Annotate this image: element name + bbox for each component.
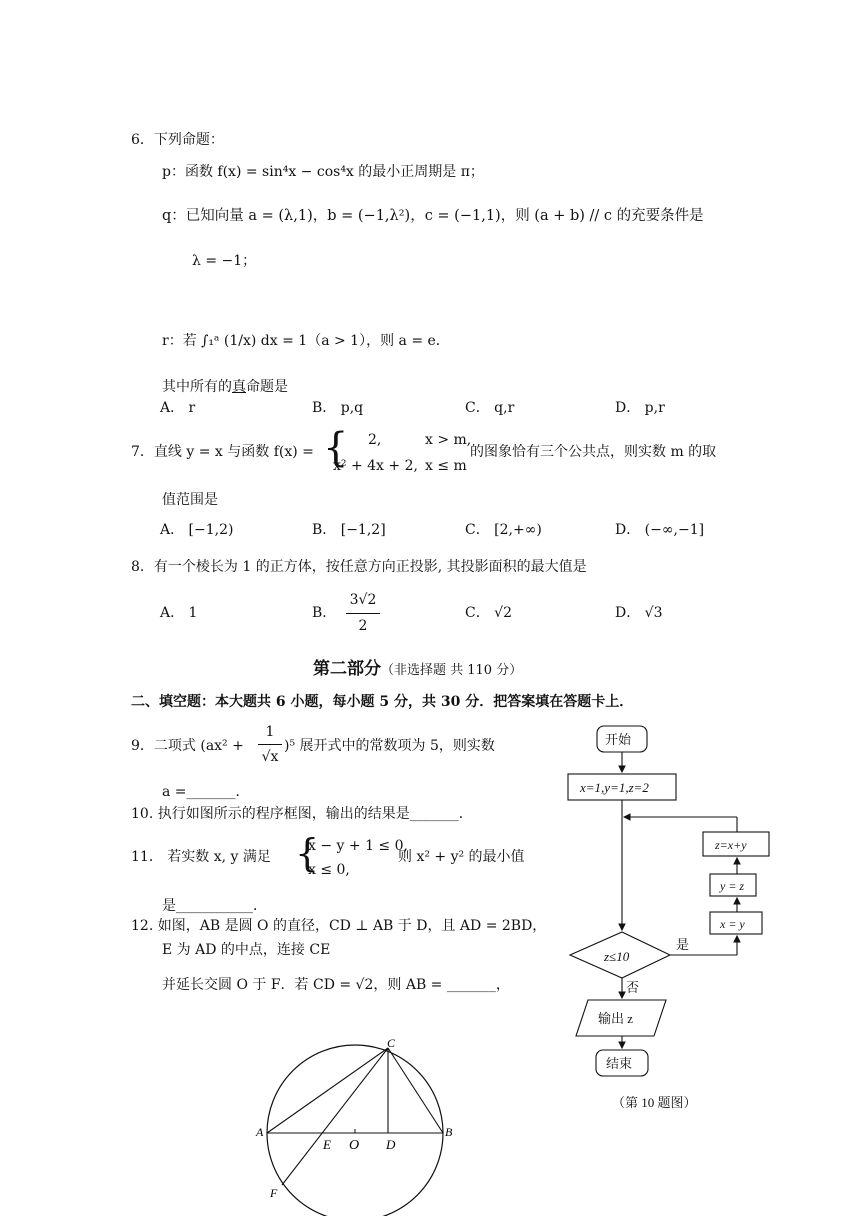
flowchart-figure bbox=[560, 720, 780, 1120]
q7-line1-post: 的图象恰有三个公共点，则实数 m 的取 bbox=[470, 444, 717, 460]
q8-option-c: C． √2 bbox=[465, 605, 512, 621]
q11-post: 则 x² + y² 的最小值 bbox=[398, 849, 525, 865]
q9-fraction-bar bbox=[258, 744, 282, 745]
flow-start-label: 开始 bbox=[605, 732, 632, 747]
q6-question-post: 命题是 bbox=[246, 379, 288, 395]
q7-line1-pre: 7．直线 y = x 与函数 f(x) = bbox=[131, 444, 314, 460]
q11-condition-1: x − y + 1 ≤ 0, bbox=[308, 838, 408, 854]
q11-line2: 是___________． bbox=[162, 898, 267, 914]
q9-line2: a =_______． bbox=[162, 784, 250, 800]
q7-option-b: B． [−1,2] bbox=[312, 522, 386, 538]
q10-text: 10. 执行如图所示的程序框图，输出的结果是_______． bbox=[131, 806, 473, 822]
label-d: D bbox=[386, 1137, 396, 1152]
q6-proposition-p: p：函数 f(x) = sin⁴x − cos⁴x 的最小正周期是 π； bbox=[162, 164, 484, 180]
flow-assign-x-label: x = y bbox=[720, 917, 745, 931]
q7-case2-value: x² + 4x + 2, bbox=[333, 458, 418, 474]
q12-line1: 12. 如图，AB 是圆 O 的直径，CD ⊥ AB 于 D，且 AD = 2BD， bbox=[131, 918, 547, 934]
label-c: C bbox=[387, 1036, 396, 1050]
q6-question-pre: 其中所有的 bbox=[162, 379, 232, 395]
q11-pre: 11． 若实数 x, y 满足 bbox=[131, 849, 271, 865]
label-o: O bbox=[349, 1138, 360, 1153]
q6-question bbox=[162, 379, 288, 396]
q9-line1-post: )⁵ 展开式中的常数项为 5，则实数 bbox=[284, 738, 495, 754]
q7-case1-condition: x > m, bbox=[425, 432, 472, 448]
q12-line2: E 为 AD 的中点，连接 CE bbox=[162, 942, 331, 958]
flow-caption: （第 10 题图） bbox=[612, 1095, 697, 1110]
q8-option-b-denominator: 2 bbox=[358, 618, 368, 634]
q6-intro: 6．下列命题： bbox=[131, 132, 224, 148]
q8-option-b-numerator: 3√2 bbox=[349, 592, 377, 608]
part2-subtitle: （非选择题 共 110 分） bbox=[381, 663, 523, 678]
q6-question-underlined: 真 bbox=[232, 379, 246, 395]
flow-assign-y-label: y = z bbox=[720, 879, 745, 893]
q6-option-b: B． p,q bbox=[312, 400, 364, 416]
q6-option-a: A． r bbox=[160, 400, 196, 416]
q9-line1-pre: 9．二项式 (ax² + bbox=[131, 738, 244, 754]
q6-option-c: C． q,r bbox=[465, 400, 515, 416]
q12-line3: 并延长交圆 O 于 F．若 CD = √2，则 AB = _______， bbox=[162, 977, 510, 993]
q6-proposition-q-line2: λ = −1； bbox=[192, 253, 257, 269]
part2-title: 第二部分 bbox=[313, 659, 381, 679]
q7-option-a: A． [−1,2) bbox=[160, 522, 234, 538]
q8-option-b-fraction-bar bbox=[346, 613, 380, 614]
q7-line2: 值范围是 bbox=[162, 492, 218, 508]
flow-init-label: x=1,y=1,z=2 bbox=[580, 780, 649, 795]
flow-cond-label: z≤10 bbox=[604, 949, 630, 964]
q8-option-d: D． √3 bbox=[615, 605, 663, 621]
q7-option-c: C． [2,+∞) bbox=[465, 522, 542, 538]
q6-proposition-q-line1: q：已知向量 a = (λ,1)，b = (−1,λ²)，c = (−1,1)，则 (a + b) // c 的充要条件是 bbox=[162, 208, 704, 224]
flow-no-label: 否 bbox=[626, 980, 640, 995]
q8-text: 8．有一个棱长为 1 的正方体，按任意方向正投影, 其投影面积的最大值是 bbox=[131, 559, 587, 575]
label-e: E bbox=[323, 1137, 331, 1152]
label-b: B bbox=[445, 1125, 453, 1139]
q11-brace: { bbox=[295, 831, 320, 875]
flow-assign-z-label: z=x+y bbox=[715, 838, 747, 852]
q7-brace: { bbox=[323, 425, 349, 471]
flow-yes-label: 是 bbox=[676, 937, 690, 952]
q11-condition-2: x ≤ 0, bbox=[308, 862, 350, 878]
segment-ac bbox=[267, 1048, 388, 1133]
flow-end-label: 结束 bbox=[606, 1056, 633, 1071]
flow-output-label: 输出 z bbox=[598, 1011, 634, 1026]
q9-fraction-numerator: 1 bbox=[265, 724, 275, 740]
label-a: A bbox=[256, 1125, 264, 1139]
q6-option-d: D． p,r bbox=[615, 400, 665, 416]
q7-case2-condition: x ≤ m bbox=[425, 458, 467, 474]
section2-instructions: 二、填空题：本大题共 6 小题，每小题 5 分，共 30 分．把答案填在答题卡上． bbox=[131, 694, 634, 710]
part2-heading bbox=[313, 659, 522, 679]
q8-option-b: B． bbox=[312, 605, 337, 621]
q8-option-a: A． 1 bbox=[160, 605, 198, 621]
q7-option-d: D． (−∞,−1] bbox=[615, 522, 705, 538]
segment-cf bbox=[282, 1048, 388, 1185]
q7-case1-value: 2, bbox=[368, 432, 382, 448]
circle-geometry-figure bbox=[250, 1035, 460, 1216]
segment-bc bbox=[388, 1048, 443, 1133]
q6-proposition-r: r：若 ∫₁ᵃ (1/x) dx = 1（a > 1），则 a = e． bbox=[162, 333, 450, 349]
label-f: F bbox=[270, 1186, 278, 1200]
q9-fraction-denominator: √x bbox=[261, 749, 279, 765]
